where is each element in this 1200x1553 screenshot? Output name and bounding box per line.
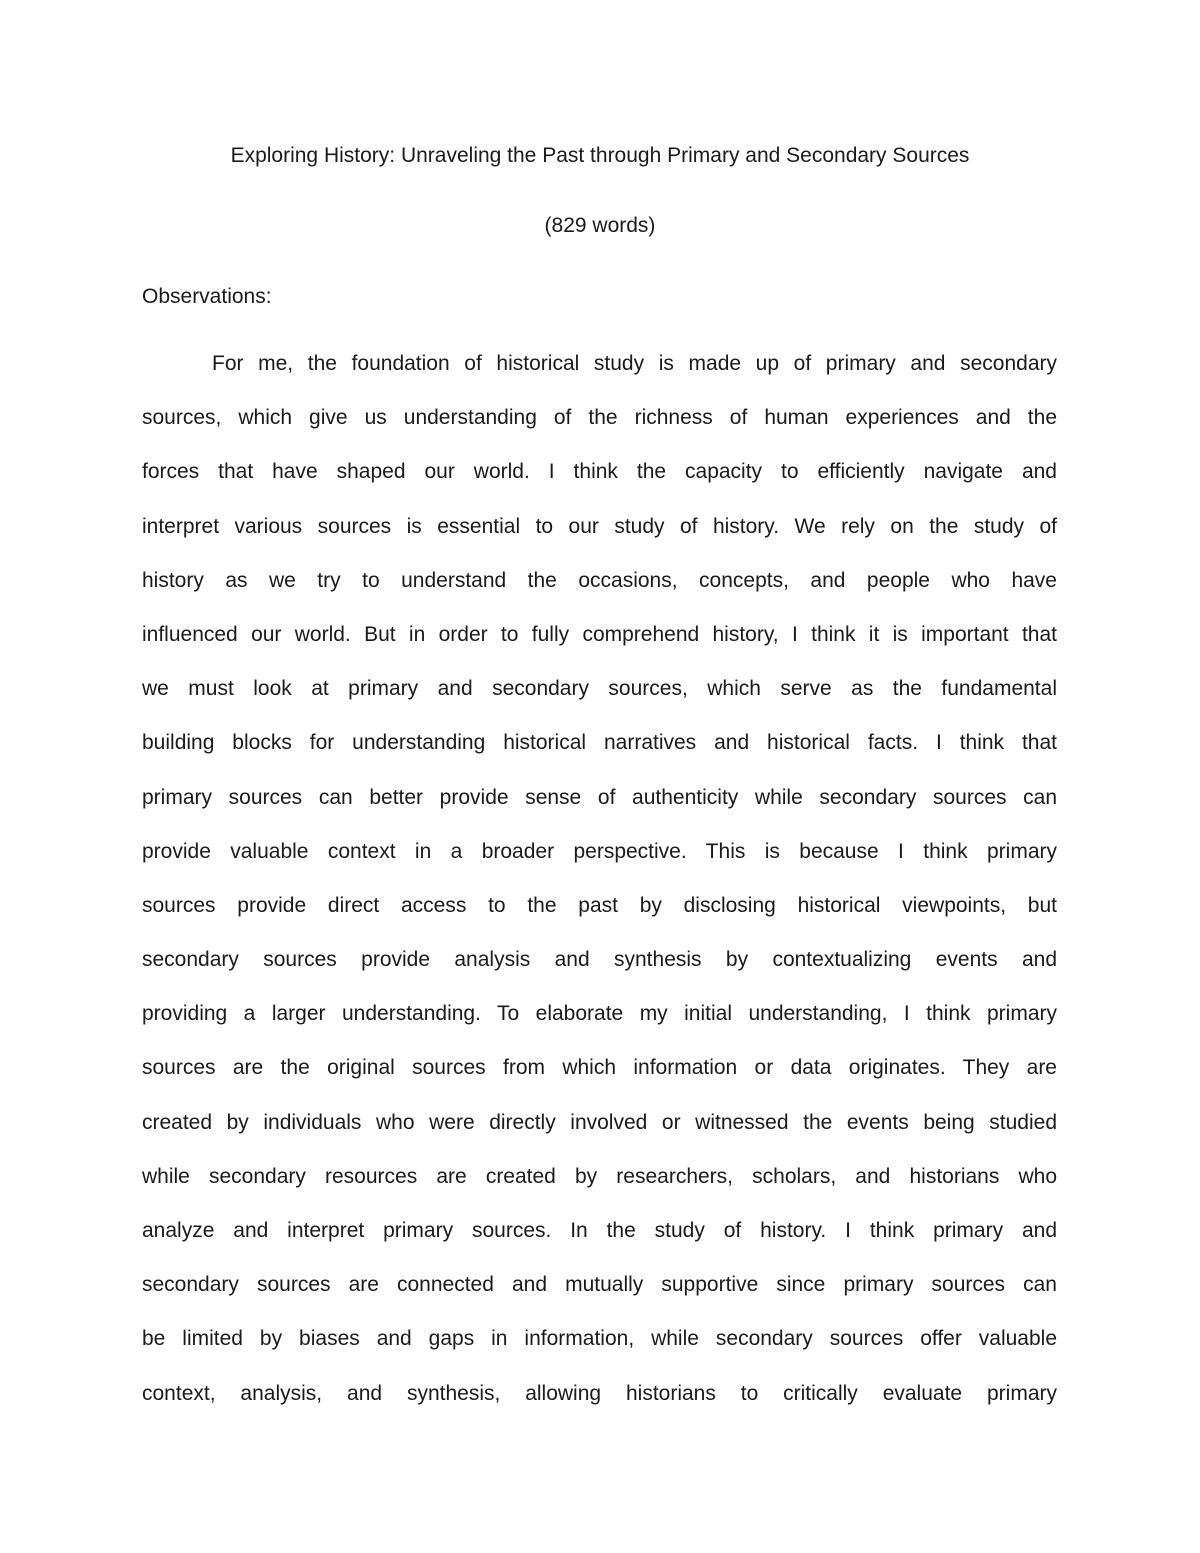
paragraph-line: primary sources can better provide sense of authenticity while secondary sources can [142, 785, 1057, 809]
paragraph-line: interpret various sources is essential to our study of history. We rely on the study of [142, 514, 1057, 538]
paragraph-line: analyze and interpret primary sources. In the study of history. I think primary and [142, 1219, 1057, 1242]
paragraph-line: providing a larger understanding. To elaborate my initial understanding, I think primary [142, 1002, 1057, 1026]
word-count: (829 words) [544, 214, 656, 237]
paragraph-line: history as we try to understand the occasions, concepts, and people who have [142, 568, 1057, 592]
paragraph-line: forces that have shaped our world. I think the capacity to efficiently navigate and [142, 460, 1057, 484]
document-title: Exploring History: Unraveling the Past through Primary and Secondary Sources [230, 144, 970, 167]
paragraph-line: we must look at primary and secondary sources, which serve as the fundamental [142, 677, 1057, 701]
paragraph-line: secondary sources provide analysis and synthesis by contextualizing events and [142, 948, 1057, 972]
section-heading: Observations: [142, 285, 272, 308]
paragraph-line: secondary sources are connected and mutually supportive since primary sources can [142, 1273, 1057, 1297]
paragraph-line: influenced our world. But in order to fully comprehend history, I think it is important that [142, 622, 1057, 646]
paragraph-line: building blocks for understanding historical narratives and historical facts. I think that [142, 731, 1057, 755]
paragraph-line: sources, which give us understanding of the richness of human experiences and the [142, 406, 1057, 430]
paragraph-line: provide valuable context in a broader perspective. This is because I think primary [142, 839, 1057, 863]
paragraph-line: sources are the original sources from which information or data originates. They are [142, 1056, 1057, 1080]
body-paragraph [142, 348, 1057, 1432]
paragraph-line: created by individuals who were directly involved or witnessed the events being studied [142, 1110, 1057, 1134]
paragraph-line: For me, the foundation of historical study is made up of primary and secondary [212, 352, 1057, 375]
paragraph-line: be limited by biases and gaps in information, while secondary sources offer valuable [142, 1327, 1057, 1351]
paragraph-line: while secondary resources are created by researchers, scholars, and historians who [142, 1164, 1057, 1188]
paragraph-line: sources provide direct access to the past by disclosing historical viewpoints, but [142, 893, 1057, 917]
paragraph-line: context, analysis, and synthesis, allowing historians to critically evaluate primary [142, 1381, 1057, 1405]
